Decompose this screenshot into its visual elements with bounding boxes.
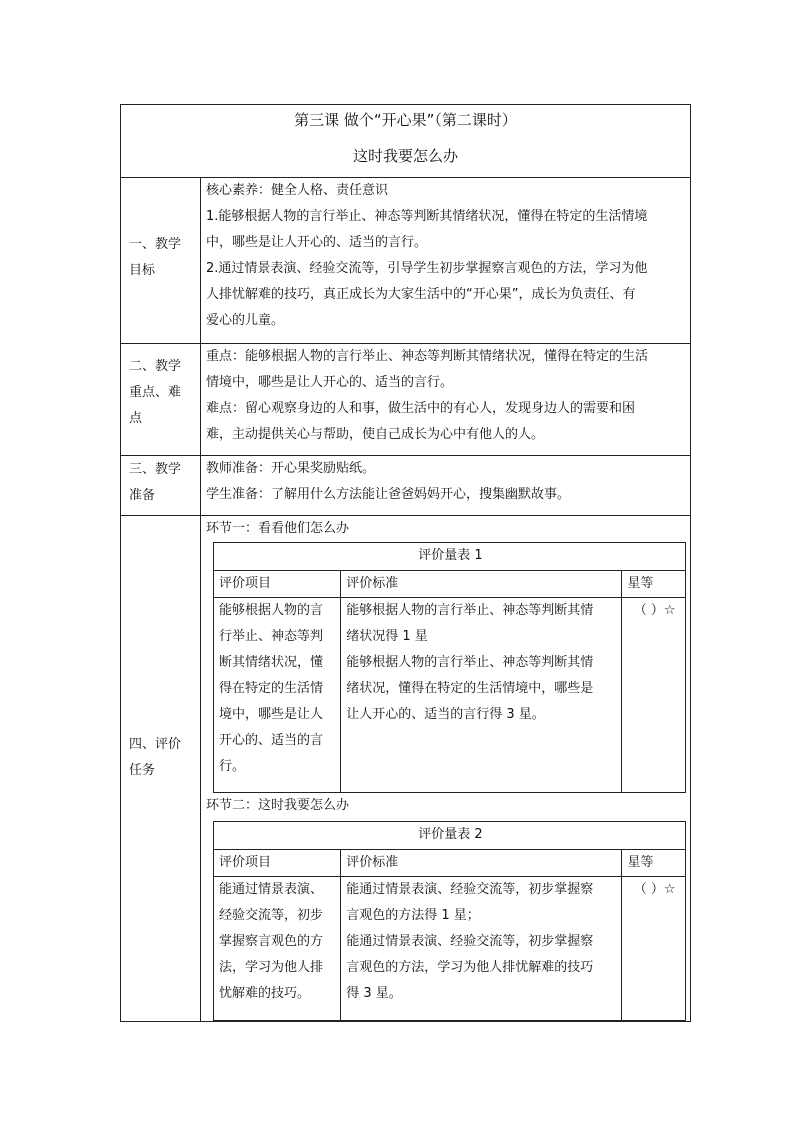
- criteria-line: 能通过情景表演、经验交流等，初步掌握察: [346, 934, 594, 949]
- item-line: 忧解难的技巧。: [219, 986, 311, 1001]
- item-line: 法，学习为他人排: [219, 960, 324, 975]
- key-points-line: 情境中，哪些是让人开心的、适当的言行。: [206, 375, 454, 390]
- key-points-line: 重点：能够根据人物的言行举止、神态等判断其情绪状况，懂得在特定的生活: [206, 349, 649, 364]
- lesson-plan-table: [120, 104, 691, 1022]
- title-cell: [121, 105, 691, 178]
- criteria-line: 绪状况，懂得在特定的生活情境中，哪些是: [346, 681, 594, 696]
- goals-line: 中，哪些是让人开心的、适当的言行。: [206, 235, 428, 250]
- prep-line: 教师准备：开心果奖励贴纸。: [206, 461, 376, 476]
- item-line: 能通过情景表演、: [219, 882, 324, 897]
- key-points-row: [121, 344, 691, 456]
- column-header-stars: 星等: [622, 571, 686, 598]
- item-line: 得在特定的生活情: [219, 681, 324, 696]
- evaluation-table-1: [213, 542, 686, 793]
- star-rating-field[interactable]: （ ）☆: [622, 598, 686, 793]
- tasks-row: [121, 516, 691, 1022]
- criteria-line: 让人开心的、适当的言行得 3 星。: [346, 707, 545, 722]
- tasks-label-line: 四、评价: [129, 737, 182, 752]
- item-line: 掌握察言观色的方: [219, 934, 324, 949]
- column-header-criteria: 评价标准: [341, 850, 622, 877]
- tasks-label: [121, 516, 201, 1022]
- evaluation-criteria-cell: [341, 598, 622, 793]
- column-header-item: 评价项目: [214, 571, 341, 598]
- key-points-content: [201, 344, 691, 456]
- evaluation-criteria-cell: [341, 877, 622, 1021]
- goals-line: 爱心的儿童。: [206, 313, 285, 328]
- item-line: 行举止、神态等判: [219, 629, 324, 644]
- prep-line: 学生准备：了解用什么方法能让爸爸妈妈开心，搜集幽默故事。: [206, 487, 571, 502]
- prep-label-line: 三、教学: [129, 462, 182, 477]
- goals-row: [121, 178, 691, 344]
- item-line: 经验交流等，初步: [219, 908, 324, 923]
- lesson-plan-page: [120, 104, 690, 1022]
- goals-label-line: 目标: [129, 263, 156, 278]
- star-rating-field[interactable]: （ ）☆: [622, 877, 686, 1021]
- goals-line: 2.通过情景表演、经验交流等，引导学生初步掌握察言观色的方法，学习为他: [206, 261, 648, 276]
- column-header-criteria: 评价标准: [341, 571, 622, 598]
- goals-line: 人排忧解难的技巧，真正成长为大家生活中的“开心果”，成长为负责任、有: [206, 287, 636, 302]
- title-row: [121, 105, 691, 178]
- prep-label-line: 准备: [129, 488, 156, 503]
- evaluation-item-cell: [214, 598, 341, 793]
- evaluation-table-2-title: 评价量表 2: [214, 822, 686, 850]
- key-points-label-line: 点: [129, 411, 143, 426]
- section-one-heading: 环节一：看看他们怎么办: [206, 521, 350, 536]
- evaluation-table-2: [213, 821, 686, 1021]
- goals-label-line: 一、教学: [129, 237, 182, 252]
- goals-line: 1.能够根据人物的言行举止、神态等判断其情绪状况，懂得在特定的生活情境: [206, 209, 648, 224]
- prep-content: [201, 456, 691, 516]
- lesson-subtitle: 这时我要怎么办: [352, 147, 458, 165]
- column-header-stars: 星等: [622, 850, 686, 877]
- criteria-line: 得 3 星。: [346, 986, 402, 1001]
- item-line: 行。: [219, 759, 246, 774]
- criteria-line: 能够根据人物的言行举止、神态等判断其情: [346, 655, 594, 670]
- tasks-content: [201, 516, 691, 1022]
- key-points-label-line: 二、教学: [129, 359, 182, 374]
- prep-row: [121, 456, 691, 516]
- criteria-line: 能够根据人物的言行举止、神态等判断其情: [346, 603, 594, 618]
- criteria-line: 能通过情景表演、经验交流等，初步掌握察: [346, 882, 594, 897]
- goals-label: [121, 178, 201, 344]
- prep-label: [121, 456, 201, 516]
- criteria-line: 言观色的方法，学习为他人排忧解难的技巧: [346, 960, 594, 975]
- item-line: 能够根据人物的言: [219, 603, 324, 618]
- item-line: 开心的、适当的言: [219, 733, 324, 748]
- section-two-heading: 环节二：这时我要怎么办: [206, 798, 350, 813]
- key-points-line: 难，主动提供关心与帮助，使自己成长为心中有他人的人。: [206, 427, 545, 442]
- lesson-title: 第三课 做个“开心果”（第二课时）: [294, 111, 517, 129]
- key-points-line: 难点：留心观察身边的人和事，做生活中的有心人，发现身边人的需要和困: [206, 401, 636, 416]
- tasks-label-line: 任务: [129, 763, 156, 778]
- criteria-line: 绪状况得 1 星: [346, 629, 428, 644]
- evaluation-item-cell: [214, 877, 341, 1021]
- item-line: 境中，哪些是让人: [219, 707, 324, 722]
- goals-content: [201, 178, 691, 344]
- evaluation-table-1-title: 评价量表 1: [214, 543, 686, 571]
- goals-line: 核心素养：健全人格、责任意识: [206, 183, 389, 198]
- key-points-label-line: 重点、难: [129, 385, 182, 400]
- criteria-line: 言观色的方法得 1 星；: [346, 908, 480, 923]
- column-header-item: 评价项目: [214, 850, 341, 877]
- key-points-label: [121, 344, 201, 456]
- item-line: 断其情绪状况，懂: [219, 655, 324, 670]
